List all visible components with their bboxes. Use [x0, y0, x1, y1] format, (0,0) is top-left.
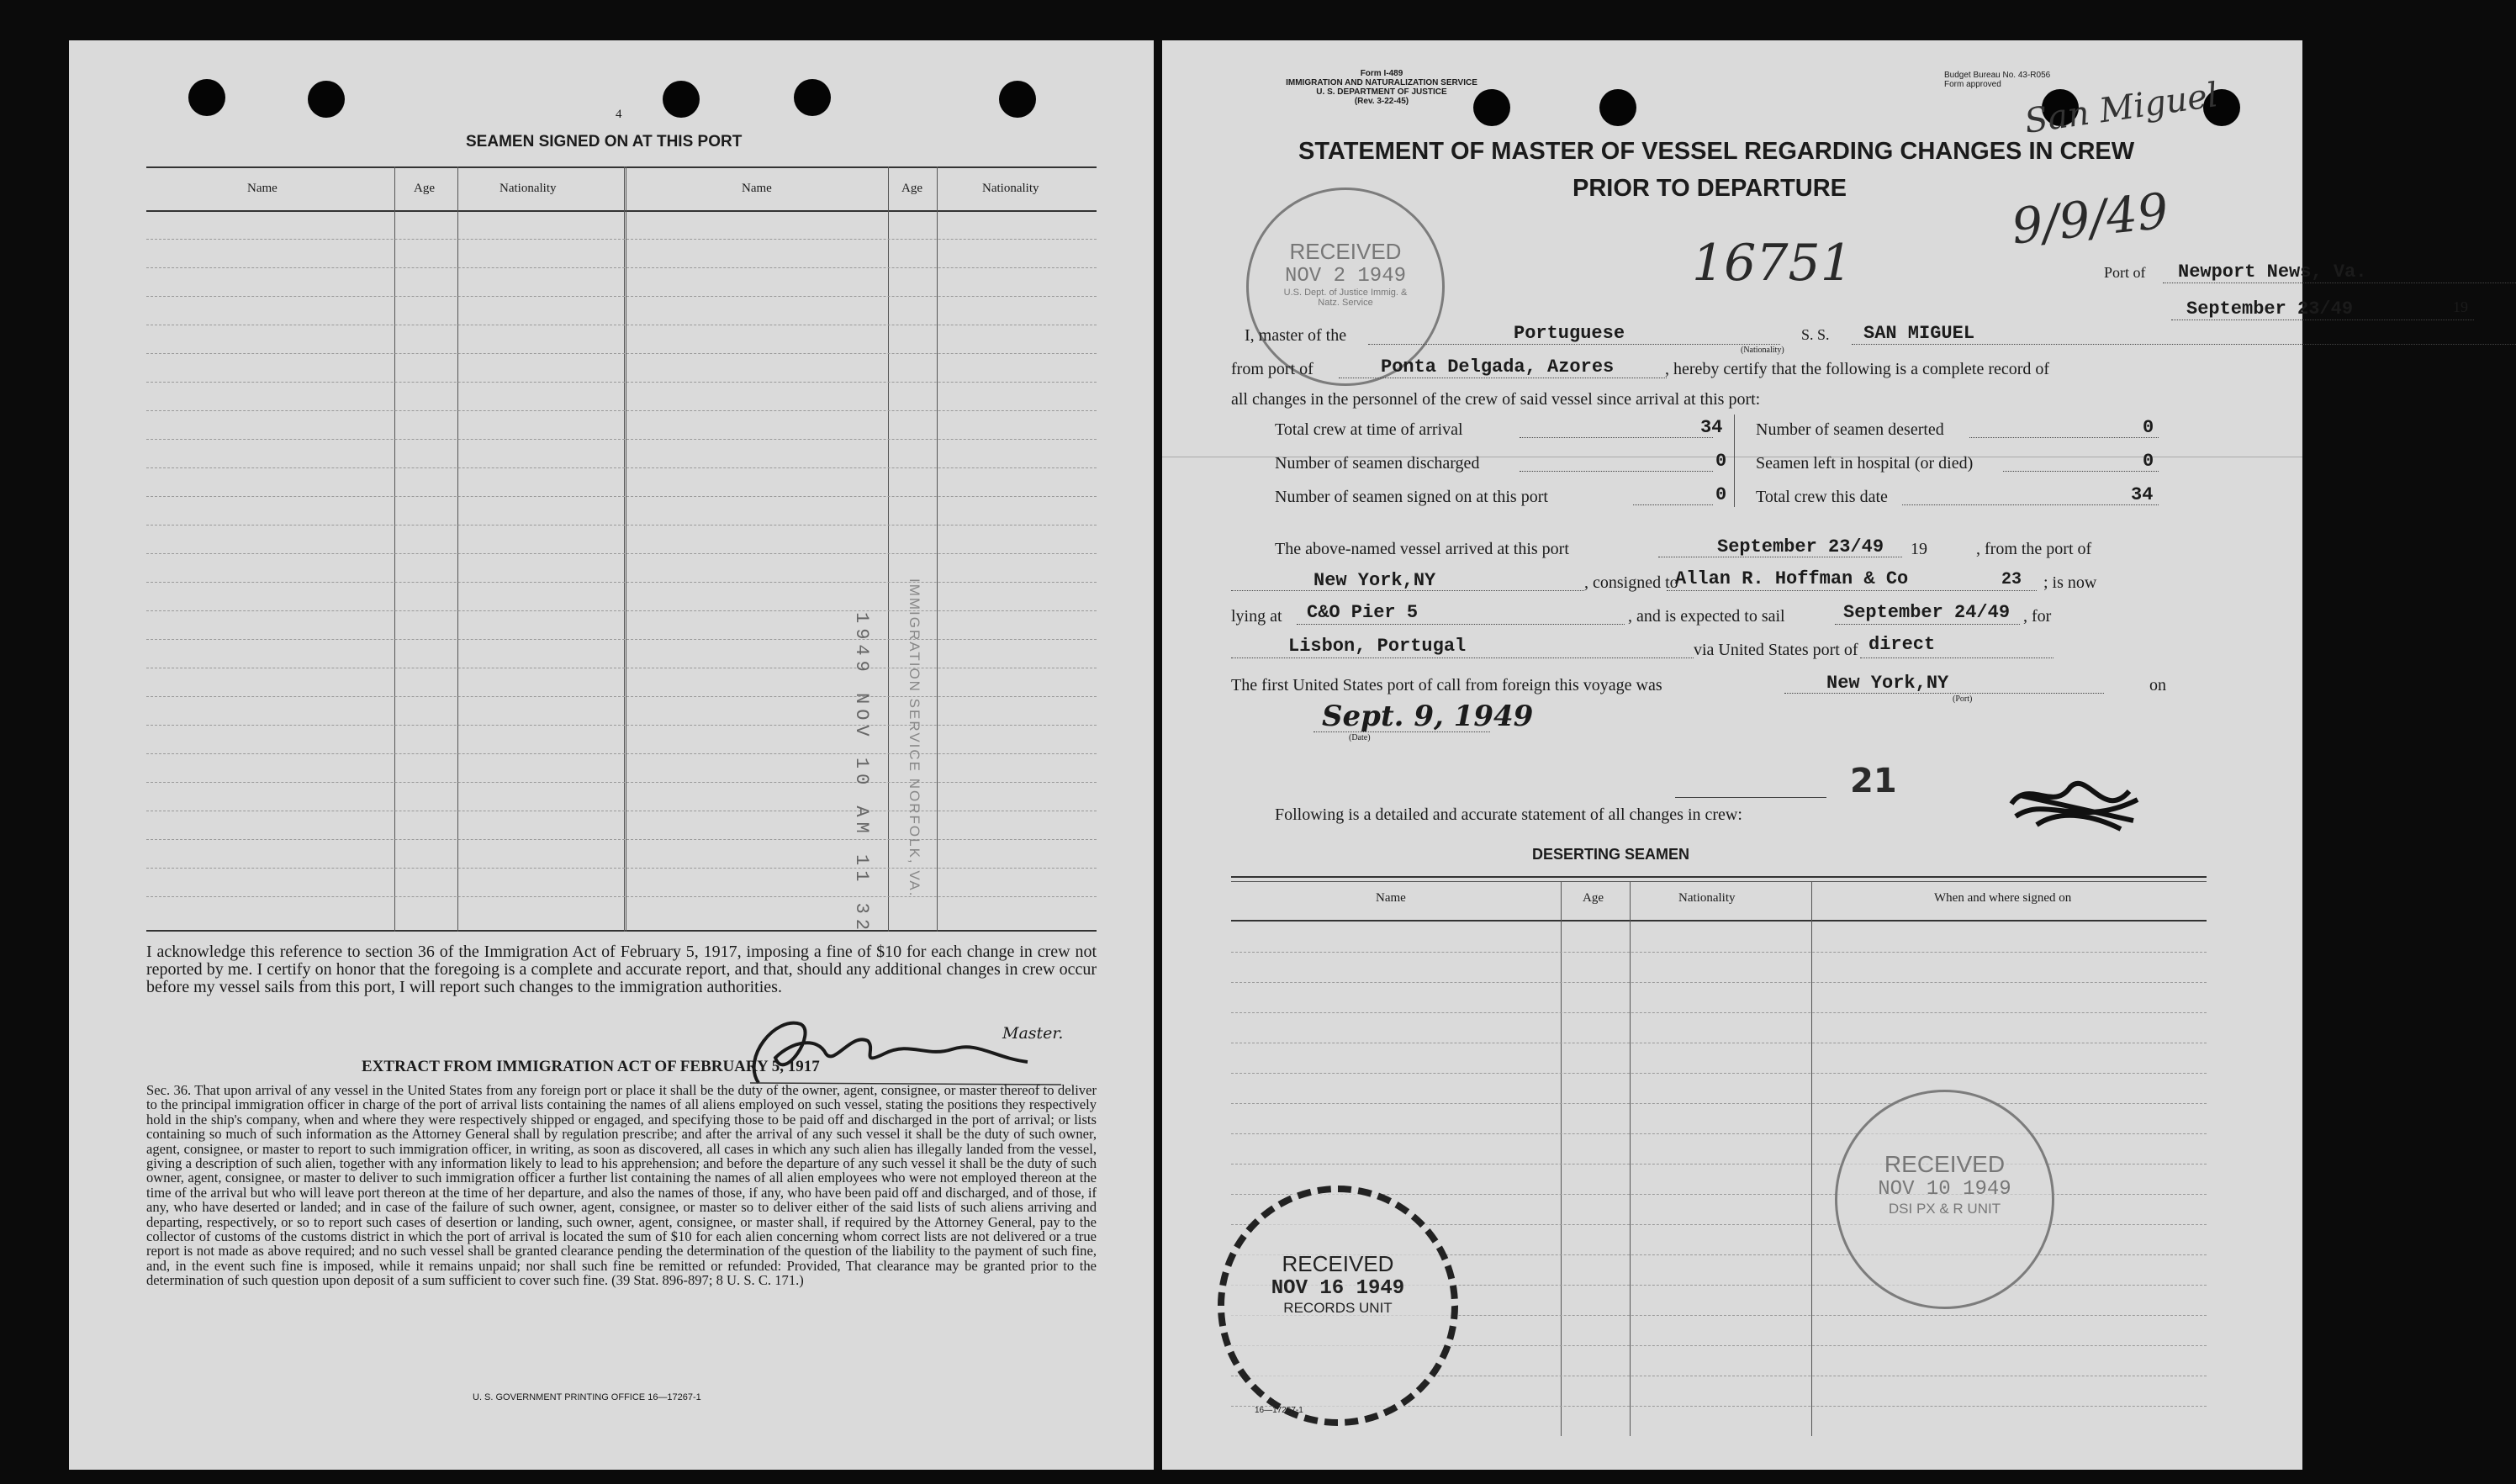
punch-hole [188, 79, 225, 116]
handwritten-file-number: 16751 [1692, 234, 1853, 293]
form-approved: Form approved [1944, 80, 2001, 89]
budget-info [1944, 71, 2050, 89]
sail-label: , and is expected to sail [1628, 607, 1785, 626]
right-page [1162, 40, 2468, 1470]
arrived-label: The above-named vessel arrived at this port [1275, 540, 1569, 558]
from-port-label: from port of [1231, 360, 1314, 378]
first-date-value: Sept. 9, 1949 [1322, 700, 1534, 733]
table-row [146, 296, 1097, 297]
table-row [146, 868, 1097, 869]
table-row [146, 696, 1097, 697]
extract-text: Sec. 36. That upon arrival of any vessel in the United States from any foreign port or place it shall be the duty of the owner, agent, consignee, or master thereof to deliver to the principal immigration officer in charge of the port of arrival lists containing the names of all aliens employed on such vessel, stating the positions they respectively hold in the ship's company, when and where they were respectively shipped or engaged, and specifying those to be paid off and discharged in the port of arrival; or lists containing so much of such information as the Attorney General shall by regulation prescribe; and after the arrival of any such vessel it shall be the duty of such owner, agent, consignee, or master to report to such immigration officer, in writing, as soon as discovered, all cases in which any such alien has illegally landed from the vessel, giving a description of such alien, together with any information likely to lead to his apprehension; and before the departure of any such vessel it shall be the duty of such owner, agent, consignee, or master to deliver to such immigration officer a further list containing the names of all alien employees who were not employed thereon at the time of the arrival but who will leave port thereon at the time of her departure, and also the names of those, if any, who have been paid off and discharged, and of those, if any, who have deserted or landed; and in case of the failure of such owner, agent, consignee, or master so to deliver either of the said lists of such aliens arriving and departing, respectively, or so to report such cases of desertion or landing, such owner, agent, consignee, or master shall, if required by the Attorney General, pay to the collector of customs of the customs district in which the port of arrival is located the sum of $10 for each alien concerning whom correct lists are not delivered or a true report is not made as above required; and no such vessel shall be granted clearance pending the determination of the question of the liability to the payment of such fine, and, in the event such fine is imposed, while it remains unpaid; nor shall such fine be remitted or refunded: Provided, That clearance may be granted prior to the determination of such question upon deposit of a sum sufficient to cover such fine. (39 Stat. 896-897; 8 U. S. C. 171.) [146, 1082, 1097, 1289]
first-port-field-line [1784, 693, 2104, 694]
seamen-signed-on-table [146, 166, 1097, 932]
stamp-label: RECEIVED [1884, 1151, 2006, 1177]
punch-hole [663, 81, 700, 118]
form-header [1243, 69, 1520, 106]
for-label: , for [2023, 607, 2052, 626]
received-stamp [1218, 1186, 1458, 1426]
crossed-out-scribble [2003, 770, 2146, 837]
form-department: U. S. DEPARTMENT OF JUSTICE [1316, 87, 1447, 97]
section-title: SEAMEN SIGNED ON AT THIS PORT [466, 133, 743, 151]
printing-office-note: U. S. GOVERNMENT PRINTING OFFICE 16—17267-1 [473, 1392, 701, 1402]
stat-signed-on-value: 0 [1715, 484, 1727, 505]
first-port-label: The first United States port of call from foreign this voyage was [1231, 676, 1662, 694]
table-row [146, 725, 1097, 726]
stamp-date: NOV 2 1949 [1284, 265, 1407, 288]
port-label: Port of [2104, 264, 2146, 281]
table-row [146, 467, 1097, 468]
via-value: direct [1868, 634, 1936, 655]
punch-hole [308, 81, 345, 118]
stat-signed-on-label: Number of seamen signed on at this port [1275, 488, 1548, 506]
stamp-office: DSI PX & R UNIT [1888, 1201, 2001, 1217]
consigned-field-line [1667, 590, 2037, 591]
nationality-field-line [1368, 344, 1780, 345]
date-value: September 23/49 [2186, 298, 2354, 320]
table-row [146, 382, 1097, 383]
vertical-office-stamp: IMMIGRATION SERVICE NORFOLK, VA. [906, 578, 922, 898]
table-row [146, 353, 1097, 354]
certify-text: , hereby certify that the following is a complete record of [1665, 360, 2050, 378]
table-row [1231, 1012, 2207, 1013]
table-row [1231, 982, 2207, 983]
date-caption: (Date) [1349, 733, 1371, 742]
table-row [146, 610, 1097, 611]
consigned-label: , consigned to [1584, 573, 1678, 592]
stat-deserted-value: 0 [2143, 417, 2154, 438]
page-number: 4 [616, 108, 622, 121]
ss-label: S. S. [1801, 326, 1830, 343]
header-age: Age [901, 182, 922, 195]
stat-hospital-label: Seamen left in hospital (or died) [1756, 454, 1974, 473]
stat-dots [1520, 437, 1713, 438]
stat-total-date-value: 34 [2131, 484, 2154, 505]
stat-total-arrival-value: 34 [1700, 417, 1723, 438]
following-text: Following is a detailed and accurate statement of all changes in crew: [1275, 805, 1742, 824]
table-row [146, 896, 1097, 897]
table-row [146, 753, 1097, 754]
stamp-office: RECORDS UNIT [1283, 1300, 1393, 1316]
is-now-label: ; is now [2043, 573, 2097, 592]
table-row [146, 582, 1097, 583]
arrived-year-prefix: 19 [1911, 540, 1927, 558]
year-prefix: 19 [2453, 298, 2468, 315]
stat-total-date-label: Total crew this date [1756, 488, 1888, 506]
punch-hole [794, 79, 831, 116]
master-of-label: I, master of the [1245, 326, 1347, 345]
table-row [146, 639, 1097, 640]
master-label: Master. [1002, 1024, 1064, 1043]
first-port-value: New York,NY [1826, 673, 1949, 694]
destination-value: Lisbon, Portugal [1288, 636, 1467, 657]
via-label: via United States port of [1694, 641, 1858, 659]
lying-at-field-line [1297, 624, 1625, 625]
port-caption: (Port) [1953, 694, 1973, 704]
stat-discharged-value: 0 [1715, 451, 1727, 472]
stamp-date: NOV 10 1949 [1878, 1178, 2011, 1201]
handwritten-date: 9/9/49 [2008, 182, 2171, 256]
consigned-suffix: 23 [2001, 570, 2022, 589]
stat-dots [1633, 504, 1713, 505]
table-row [146, 782, 1097, 783]
table-row [146, 839, 1097, 840]
form-title: STATEMENT OF MASTER OF VESSEL REGARDING CHANGES IN CREW [1298, 138, 2135, 165]
stamp-label: RECEIVED [1289, 239, 1402, 264]
received-stamp [1835, 1090, 2054, 1309]
arrived-from-value: New York,NY [1314, 570, 1436, 591]
header-nationality: Nationality [1678, 891, 1736, 905]
form-agency: IMMIGRATION AND NATURALIZATION SERVICE [1286, 78, 1477, 87]
stat-discharged-label: Number of seamen discharged [1275, 454, 1480, 473]
table-row [1231, 1103, 2207, 1104]
header-when-where: When and where signed on [1934, 891, 2072, 905]
header-age: Age [1583, 891, 1604, 905]
table-row [146, 410, 1097, 411]
stamp-label: RECEIVED [1282, 1251, 1394, 1276]
first-date-field-line [1314, 731, 1490, 732]
deserting-title: DESERTING SEAMEN [1532, 846, 1690, 863]
stat-dots [1520, 471, 1713, 472]
stamp-office: U.S. Dept. of Justice Immig. & Natz. Service [1283, 288, 1408, 308]
stamp-date: NOV 16 1949 [1271, 1277, 1405, 1300]
stats-divider [1734, 415, 1735, 507]
punch-hole [1599, 89, 1636, 126]
acknowledgement-text: I acknowledge this reference to section 36 of the Immigration Act of February 5, 1917, imposing a fine of $10 for each change in crew not reported by me. I certify on honor that the foregoing is a complete and accurate report, and that, should any additional changes in crew occur before my vessel sails from this port, I will report such changes to the immigration authorities. [146, 943, 1097, 996]
header-nationality: Nationality [982, 182, 1039, 195]
budget-number: Budget Bureau No. 43-R056 [1944, 71, 2051, 80]
form-subtitle: PRIOR TO DEPARTURE [1572, 175, 1847, 202]
number-line [1675, 797, 1826, 798]
handwritten-ship-name: San Miguel [2022, 76, 2221, 141]
ship-name-value: SAN MIGUEL [1863, 323, 1975, 344]
arrived-from-field-line [1231, 590, 1584, 591]
pencil-count: 21 [1850, 762, 1897, 800]
lying-at-label: lying at [1231, 607, 1282, 626]
header-name: Name [247, 182, 278, 195]
table-row [1231, 952, 2207, 953]
form-number: Form I-489 [1360, 69, 1403, 78]
stat-total-arrival-label: Total crew at time of arrival [1275, 420, 1463, 439]
extract-title: EXTRACT FROM IMMIGRATION ACT OF FEBRUARY 5, 1917 [362, 1058, 820, 1075]
stat-dots [1969, 437, 2159, 438]
table-row [146, 239, 1097, 240]
form-revision: (Rev. 3-22-45) [1354, 97, 1409, 106]
stat-deserted-label: Number of seamen deserted [1756, 420, 1944, 439]
lying-at-value: C&O Pier 5 [1307, 602, 1419, 623]
header-name: Name [1376, 891, 1406, 905]
stat-dots [1902, 504, 2159, 505]
form-footnote: 16—17267-1 [1255, 1406, 1303, 1415]
table-row [1231, 1133, 2207, 1134]
from-the-port-label: , from the port of [1976, 540, 2092, 558]
stat-hospital-value: 0 [2143, 451, 2154, 472]
header-nationality: Nationality [500, 182, 557, 195]
header-age: Age [414, 182, 435, 195]
table-row [146, 553, 1097, 554]
punch-hole [999, 81, 1036, 118]
sail-field-line [1835, 624, 2020, 625]
table-row [146, 439, 1097, 440]
arrived-value: September 23/49 [1717, 536, 1884, 557]
nationality-caption: (Nationality) [1741, 346, 1784, 355]
ship-field-line [1852, 344, 2516, 345]
left-page [69, 40, 1154, 1470]
port-value: Newport News, Va. [2178, 261, 2367, 283]
table-row [146, 496, 1097, 497]
stat-dots [2003, 471, 2159, 472]
vertical-date-stamp: 1949 NOV 10 AM 11 32 [851, 612, 872, 936]
table-row [1231, 1073, 2207, 1074]
nationality-value: Portuguese [1514, 323, 1625, 344]
on-label: on [2149, 676, 2166, 694]
from-port-value: Ponta Delgada, Azores [1381, 356, 1615, 378]
table-row [146, 267, 1097, 268]
header-name: Name [742, 182, 772, 195]
consigned-value: Allan R. Hoffman & Co [1675, 568, 1909, 589]
sail-value: September 24/49 [1843, 602, 2011, 623]
all-changes-text: all changes in the personnel of the crew of said vessel since arrival at this port: [1231, 390, 1761, 409]
